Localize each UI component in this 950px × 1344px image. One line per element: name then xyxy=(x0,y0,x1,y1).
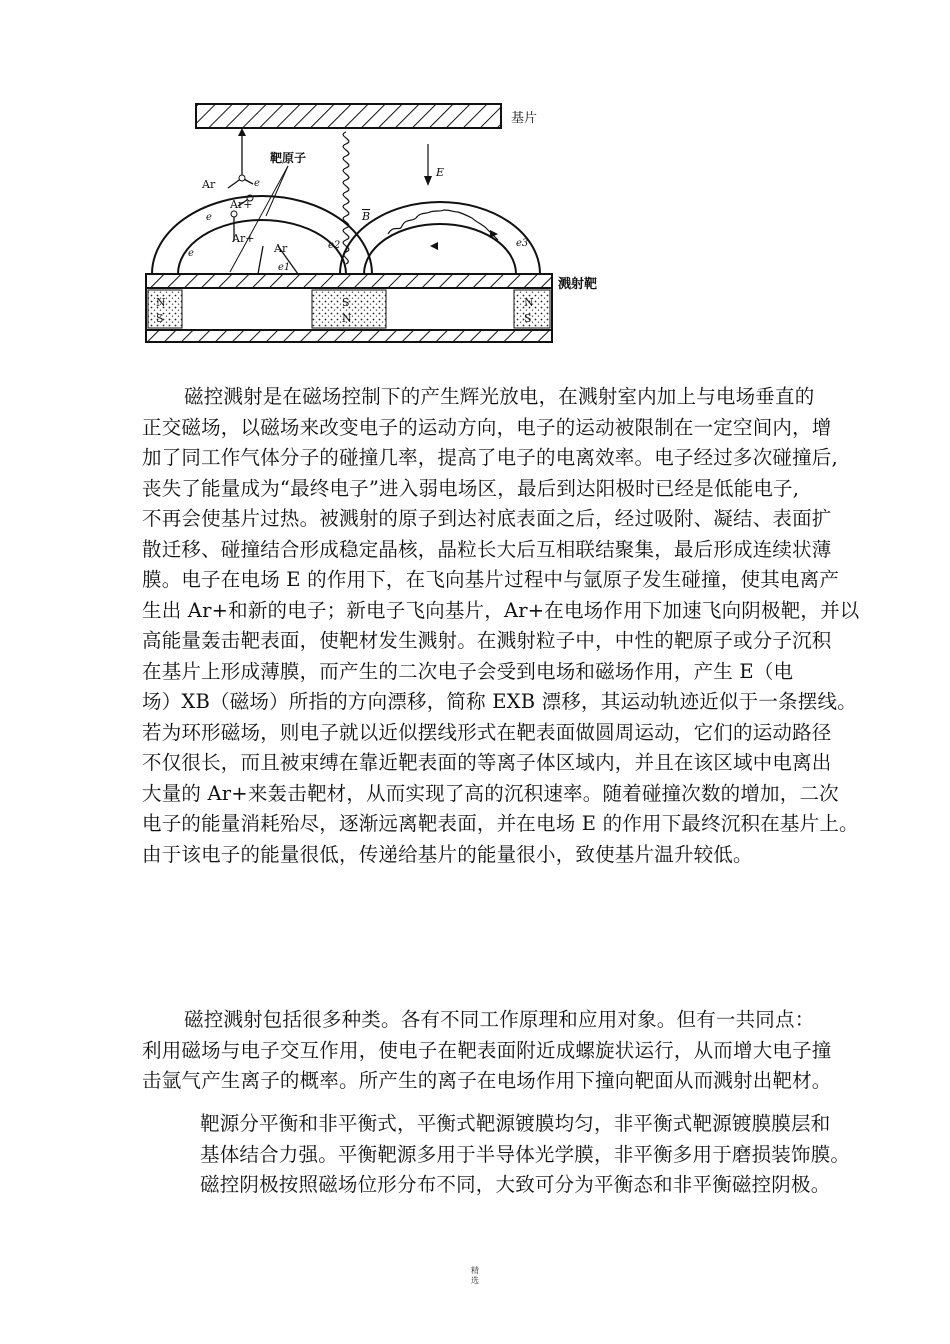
paragraph-3-line: 靶源分平衡和非平衡式，平衡式靶源镀膜均匀，非平衡式靶源镀膜膜层和 xyxy=(200,1112,831,1135)
paragraph-2-line: 击氩气产生离子的概率。所产生的离子在电场作用下撞向靶面从而溅射出靶材。 xyxy=(142,1069,832,1092)
paragraph-1-line: 在基片上形成薄膜，而产生的二次电子会受到电场和磁场作用，产生 E（电 xyxy=(142,659,794,683)
b-field-label: B xyxy=(362,210,371,223)
e-field-arrow xyxy=(424,144,432,186)
ar-label-1: Ar xyxy=(202,178,216,191)
footer-line-1: 精 xyxy=(471,1266,479,1275)
magnet-s-right: S xyxy=(524,312,532,325)
target-plate xyxy=(146,274,552,288)
magnet-n-left: N xyxy=(156,296,166,309)
e1-label: e1 xyxy=(278,262,291,273)
paragraph-1-line: 若为环形磁场，则电子就以近似摆线形式在靶表面做圆周运动，它们的运动路径 xyxy=(142,720,832,744)
paragraph-1-line: 加了同工作气体分子的碰撞几率，提高了电子的电离效率。电子经过多次碰撞后, xyxy=(142,446,838,469)
e2-label: e2 xyxy=(328,240,341,251)
paragraph-1-line: 电子的能量消耗殆尽，逐渐远离靶表面，并在电场 E 的作用下最终沉积在基片上。 xyxy=(142,812,859,835)
paragraph-1 xyxy=(142,382,860,870)
substrate-plate xyxy=(196,104,501,128)
e-label-2: e xyxy=(206,212,212,223)
substrate-label: 基片 xyxy=(511,111,538,126)
paragraph-1-line: 丧失了能量成为“最终电子”进入弱电场区，最后到达阳极时已经是低能电子, xyxy=(142,476,800,500)
e-label-1: e xyxy=(254,178,260,189)
e-field-label: E xyxy=(436,166,445,179)
paragraph-2-line: 磁控溅射包括很多种类。各有不同工作原理和应用对象。但有一共同点： xyxy=(184,1008,815,1031)
paragraph-1-line: 正交磁场，以磁场来改变电子的运动方向，电子的运动被限制在一定空间内，增 xyxy=(142,415,832,439)
paragraph-1-line: 由于该电子的能量很低，传递给基片的能量很小，致使基片温升较低。 xyxy=(142,842,753,866)
ar-plus-label-1: Ar+ xyxy=(230,198,253,211)
paragraph-1-line: 不仅很长，而且被束缚在靠近靶表面的等离子体区域内，并且在该区域中电离出 xyxy=(142,751,832,774)
paragraph-3-line: 基体结合力强。平衡靶源多用于半导体光学膜，非平衡多用于磨损装饰膜。 xyxy=(200,1142,851,1166)
paragraph-1-line: 场）XB（磁场）所指的方向漂移，简称 EXB 漂移，其运动轨迹近似于一条摆线。 xyxy=(142,690,857,713)
magnetron-sputtering-diagram xyxy=(138,96,608,348)
magnet-s-center: S xyxy=(342,296,350,309)
paragraph-1-line: 磁控溅射是在磁场控制下的产生辉光放电，在溅射室内加上与电场垂直的 xyxy=(184,385,815,408)
ar-plus-label-2: Ar+ xyxy=(232,232,255,245)
magnet-n-right: N xyxy=(524,296,534,309)
paragraph-2-line: 利用磁场与电子交互作用，使电子在靶表面附近成螺旋状运行，从而增大电子撞 xyxy=(142,1038,832,1062)
paragraph-1-line: 膜。电子在电场 E 的作用下，在飞向基片过程中与氩原子发生碰撞，使其电离产 xyxy=(142,568,840,591)
left-magnetic-arch xyxy=(152,196,372,274)
e-label-3: e xyxy=(188,248,194,259)
paragraph-1-line: 大量的 Ar+来轰击靶材，从而实现了高的沉积速率。随着碰撞次数的增加，二次 xyxy=(142,781,839,805)
magnet-s-left: S xyxy=(156,312,164,325)
target-atom-label: 靶原子 xyxy=(270,151,307,165)
paragraph-3 xyxy=(200,1109,851,1201)
paragraph-1-line: 高能量轰击靶表面，使靶材发生溅射。在溅射粒子中，中性的靶原子或分子沉积 xyxy=(142,629,832,652)
paragraph-3-line: 磁控阴极按照磁场位形分布不同，大致可分为平衡态和非平衡磁控阴极。 xyxy=(200,1173,831,1196)
page-footer xyxy=(0,1266,950,1286)
target-label: 溅射靶 xyxy=(558,277,598,292)
paragraph-1-line: 散迁移、碰撞结合形成稳定晶核，晶粒长大后互相联结聚集，最后形成连续状薄 xyxy=(142,537,832,561)
ar-label-2: Ar xyxy=(274,242,288,255)
e3-label: e3 xyxy=(516,238,529,249)
paragraph-1-line: 不再会使基片过热。被溅射的原子到达衬底表面之后，经过吸附、凝结、表面扩 xyxy=(142,507,832,530)
paragraph-1-line: 生出 Ar+和新的电子；新电子飞向基片，Ar+在电场作用下加速飞向阴极靶，并以 xyxy=(142,598,860,622)
magnet-n-center: N xyxy=(342,312,352,325)
paragraph-2 xyxy=(142,1005,832,1097)
footer-line-2: 选 xyxy=(471,1276,479,1285)
